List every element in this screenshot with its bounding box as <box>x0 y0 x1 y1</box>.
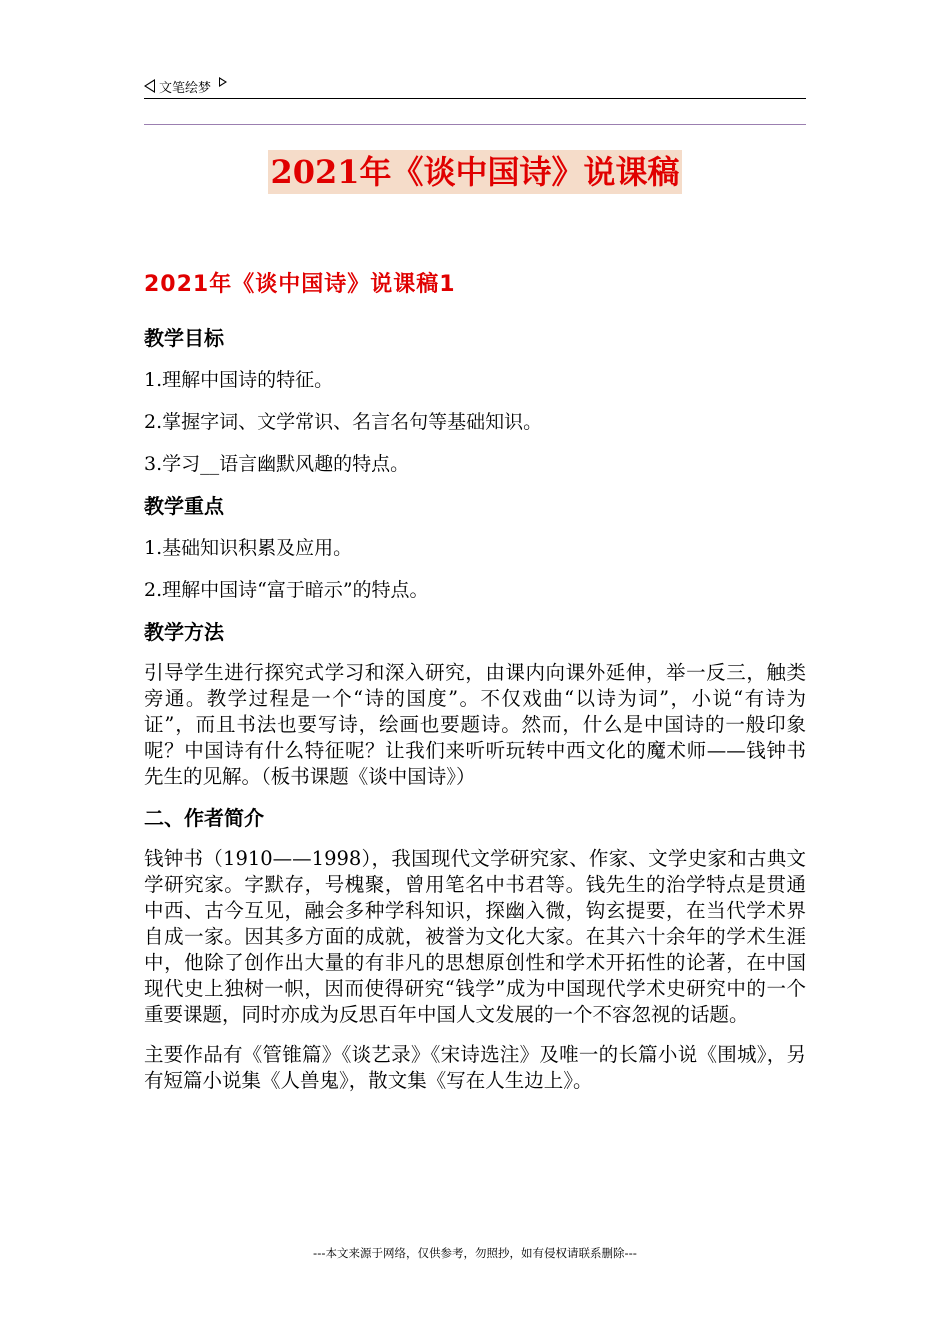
footer-disclaimer: ---本文来源于网络，仅供参考，勿照抄，如有侵权请联系删除--- <box>313 1246 637 1260</box>
document-title-block <box>0 150 950 194</box>
header-divider <box>144 98 806 99</box>
document-title: 2021年《谈中国诗》说课稿 <box>268 150 681 194</box>
goals-item: 3.学习__语言幽默风趣的特点。 <box>144 453 410 475</box>
page-header <box>144 74 806 98</box>
title-divider <box>144 124 806 125</box>
method-heading: 教学方法 <box>144 620 224 644</box>
focus-item: 2.理解中国诗“富于暗示”的特点。 <box>144 579 429 601</box>
focus-heading: 教学重点 <box>144 494 224 518</box>
works-paragraph: 主要作品有《管锥篇》《谈艺录》《宋诗选注》及唯一的长篇小说《围城》，另有短篇小说集《人兽鬼》，散文集《写在人生边上》。 <box>144 1043 806 1092</box>
triangle-right-icon <box>219 77 227 87</box>
document-body <box>144 270 806 1108</box>
goals-item: 2.掌握字词、文学常识、名言名句等基础知识。 <box>144 411 543 433</box>
author-paragraph: 钱钟书（1910——1998），我国现代文学研究家、作家、文学史家和古典文学研究家。字默存，号槐聚，曾用笔名中书君等。钱先生的治学特点是贯通中西、古今互见，融会多种学科知识，探幽入微，钩玄提要，在当代学术界自成一家。因其多方面的成就，被誉为文化大家。在其六十余年的学术生涯中，他除了创作出大量的有非凡的思想原创性和学术开拓性的论著，在中国现代史上独树一帜，因而使得研究“钱学”成为中国现代学术史研究中的一个重要课题，同时亦成为反思百年中国人文发展的一个不容忽视的话题。 <box>144 847 806 1026</box>
focus-item: 1.基础知识积累及应用。 <box>144 537 353 559</box>
header-brand: 文笔绘梦 <box>159 80 212 96</box>
method-paragraph: 引导学生进行探究式学习和深入研究，由课内向课外延伸，举一反三，触类旁通。教学过程是一个“诗的国度”。不仅戏曲“以诗为词”，小说“有诗为证”，而且书法也要写诗，绘画也要题诗。然而，什么是中国诗的一般印象呢？中国诗有什么特征呢？让我们来听听玩转中西文化的魔术师——钱钟书先生的见解。（板书课题《谈中国诗》） <box>144 661 806 788</box>
goals-item: 1.理解中国诗的特征。 <box>144 369 334 391</box>
goals-heading: 教学目标 <box>144 326 224 350</box>
triangle-left-icon <box>144 79 155 93</box>
author-heading: 二、作者简介 <box>144 806 264 830</box>
document-subtitle: 2021年《谈中国诗》说课稿1 <box>144 272 456 297</box>
